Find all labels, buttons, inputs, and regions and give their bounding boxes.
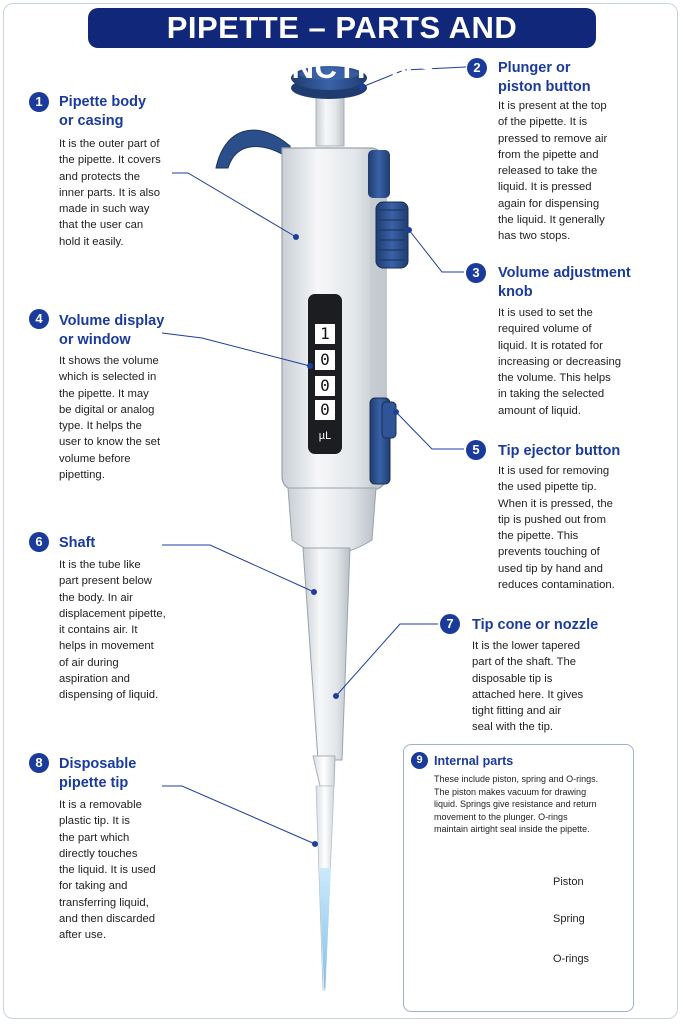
- description-line: made in such way: [59, 203, 150, 216]
- part-heading: [59, 534, 95, 553]
- description-line: the pipette. It may: [59, 387, 149, 400]
- part-number-badge: 5: [466, 440, 486, 460]
- description-line: after use.: [59, 929, 107, 942]
- part-heading: [472, 616, 598, 635]
- part-heading-line: knob: [498, 284, 533, 300]
- description-line: directly touches: [59, 847, 138, 860]
- description-line: It is used to set the: [498, 307, 593, 319]
- description-line: aspiration and: [59, 673, 130, 686]
- description-line: seal with the tip.: [472, 721, 554, 734]
- part-heading-line: or window: [59, 332, 131, 348]
- description-line: movement to the plunger. O-rings: [434, 811, 568, 822]
- description-line: displacement pipette,: [59, 607, 166, 620]
- description-line: again for dispensing: [498, 197, 600, 210]
- description-line: the liquid. It is used: [59, 864, 156, 877]
- part-heading-line: Pipette body: [59, 94, 147, 110]
- part-heading-line: piston button: [498, 79, 591, 95]
- description-line: hold it easily.: [59, 235, 124, 248]
- part-heading: [59, 755, 136, 793]
- part-description: [472, 638, 583, 736]
- finger-hook-shape: [216, 130, 292, 168]
- description-line: It shows the volume: [59, 355, 159, 367]
- part-description: [59, 557, 166, 704]
- part-number-badge: 7: [440, 614, 460, 634]
- part-description: [498, 98, 607, 245]
- description-line: increasing or decreasing: [498, 355, 622, 368]
- description-line: the volume. This helps: [498, 372, 611, 385]
- internal-parts-panel: [403, 744, 634, 1012]
- description-line: amount of liquid.: [498, 404, 581, 417]
- description-line: transferring liquid,: [59, 896, 149, 909]
- display-digit: 0: [315, 376, 335, 396]
- part-heading-line: or casing: [59, 113, 124, 129]
- description-line: tip is pushed out from: [498, 513, 607, 526]
- description-line: it contains air. It: [59, 624, 138, 637]
- description-line: volume before: [59, 452, 131, 465]
- description-line: the liquid. It generally: [498, 214, 605, 227]
- lower-body-shape: [288, 488, 376, 554]
- description-line: released to take the: [498, 165, 598, 178]
- description-line: prevents touching of: [498, 546, 600, 559]
- description-line: type. It helps the: [59, 420, 142, 433]
- part-heading: [498, 442, 620, 461]
- part-heading-line: Plunger or: [498, 60, 571, 76]
- part-heading: [498, 264, 631, 302]
- description-line: and then discarded: [59, 913, 156, 926]
- description-line: The piston makes vacuum for drawing: [434, 786, 587, 797]
- part-heading-line: Volume display: [59, 313, 165, 329]
- internal-parts-description: [434, 773, 630, 836]
- description-line: pressed to remove air: [498, 132, 608, 145]
- description-line: When it is pressed, the: [498, 497, 613, 510]
- part-description: [498, 305, 621, 419]
- description-line: These include piston, spring and O-rings.: [434, 774, 599, 784]
- description-line: maintain airtight seal inside the pipette.: [434, 824, 590, 835]
- description-line: liquid. Springs give resistance and return: [434, 799, 597, 810]
- description-line: the part which: [59, 831, 130, 844]
- description-line: and protects the: [59, 170, 141, 183]
- part-heading: [59, 93, 146, 131]
- description-line: It is present at the top: [498, 100, 607, 112]
- top-cap-shape: [368, 150, 390, 198]
- part-heading-line: Tip ejector button: [498, 443, 621, 459]
- description-line: It is the tube like: [59, 559, 141, 571]
- description-line: It is the lower tapered: [472, 640, 581, 652]
- description-line: in taking the selected: [498, 388, 605, 401]
- display-unit: µL: [318, 430, 332, 442]
- part-description: [498, 463, 615, 593]
- part-number-badge: 9: [411, 752, 428, 769]
- description-line: part of the shaft. The: [472, 656, 577, 669]
- description-line: disposable tip is: [472, 672, 553, 685]
- volume-knob-shape: [376, 202, 408, 268]
- part-number-badge: 2: [467, 58, 487, 78]
- disposable-tip-shape: [313, 756, 335, 990]
- part-heading-line: Tip cone or nozzle: [472, 617, 599, 633]
- part-heading-line: pipette tip: [59, 775, 129, 791]
- part-number-badge: 4: [29, 309, 49, 329]
- description-line: of the pipette. It is: [498, 116, 588, 129]
- description-line: user to know the set: [59, 436, 161, 449]
- description-line: of air during: [59, 656, 119, 669]
- description-line: the used pipette tip.: [498, 481, 597, 494]
- volume-display: [308, 296, 342, 452]
- display-digit: 0: [315, 400, 335, 420]
- description-line: It is used for removing: [498, 465, 610, 477]
- description-line: attached here. It gives: [472, 688, 584, 701]
- display-digit: 1: [315, 324, 335, 344]
- description-line: the pipette. This: [498, 530, 579, 543]
- description-line: tight fitting and air: [472, 705, 562, 718]
- description-line: It is a removable: [59, 799, 142, 811]
- description-line: inner parts. It is also: [59, 186, 161, 199]
- description-line: required volume of: [498, 323, 592, 336]
- part-heading: [498, 59, 591, 97]
- description-line: has two stops.: [498, 230, 571, 243]
- description-line: used tip by hand and: [498, 562, 603, 575]
- part-heading-line: Volume adjustment: [498, 265, 631, 281]
- spring-label: Spring: [553, 913, 585, 925]
- part-number-badge: 8: [29, 753, 49, 773]
- part-number-badge: 3: [466, 263, 486, 283]
- internal-parts-heading: Internal parts: [434, 754, 514, 768]
- part-heading-line: Shaft: [59, 535, 96, 551]
- description-line: pipetting.: [59, 469, 105, 482]
- description-line: dispensing of liquid.: [59, 689, 159, 702]
- part-description: [59, 353, 160, 483]
- page-title: PIPETTE – PARTS AND FUNCTIONS: [88, 8, 596, 48]
- part-heading-line: Disposable: [59, 756, 137, 772]
- part-heading: [59, 312, 164, 350]
- description-line: liquid. It is pressed: [498, 181, 592, 194]
- description-line: that the user can: [59, 219, 144, 232]
- description-line: liquid. It is rotated for: [498, 339, 603, 352]
- piston-label: Piston: [553, 876, 584, 888]
- description-line: helps in movement: [59, 640, 154, 653]
- part-number-badge: 6: [29, 532, 49, 552]
- description-line: be digital or analog: [59, 403, 155, 416]
- description-line: the body. In air: [59, 591, 133, 604]
- part-description: [59, 797, 156, 944]
- description-line: part present below: [59, 575, 152, 588]
- part-number-badge: 1: [29, 92, 49, 112]
- display-digit: 0: [315, 350, 335, 370]
- description-line: from the pipette and: [498, 148, 599, 161]
- description-line: plastic tip. It is: [59, 815, 130, 828]
- description-line: reduces contamination.: [498, 579, 615, 592]
- shaft-shape: [303, 548, 350, 760]
- description-line: for taking and: [59, 880, 128, 893]
- o-rings-label: O-rings: [553, 953, 590, 965]
- description-line: the pipette. It covers: [59, 154, 161, 167]
- description-line: which is selected in: [59, 371, 157, 384]
- part-description: [59, 136, 161, 250]
- description-line: It is the outer part of: [59, 138, 160, 150]
